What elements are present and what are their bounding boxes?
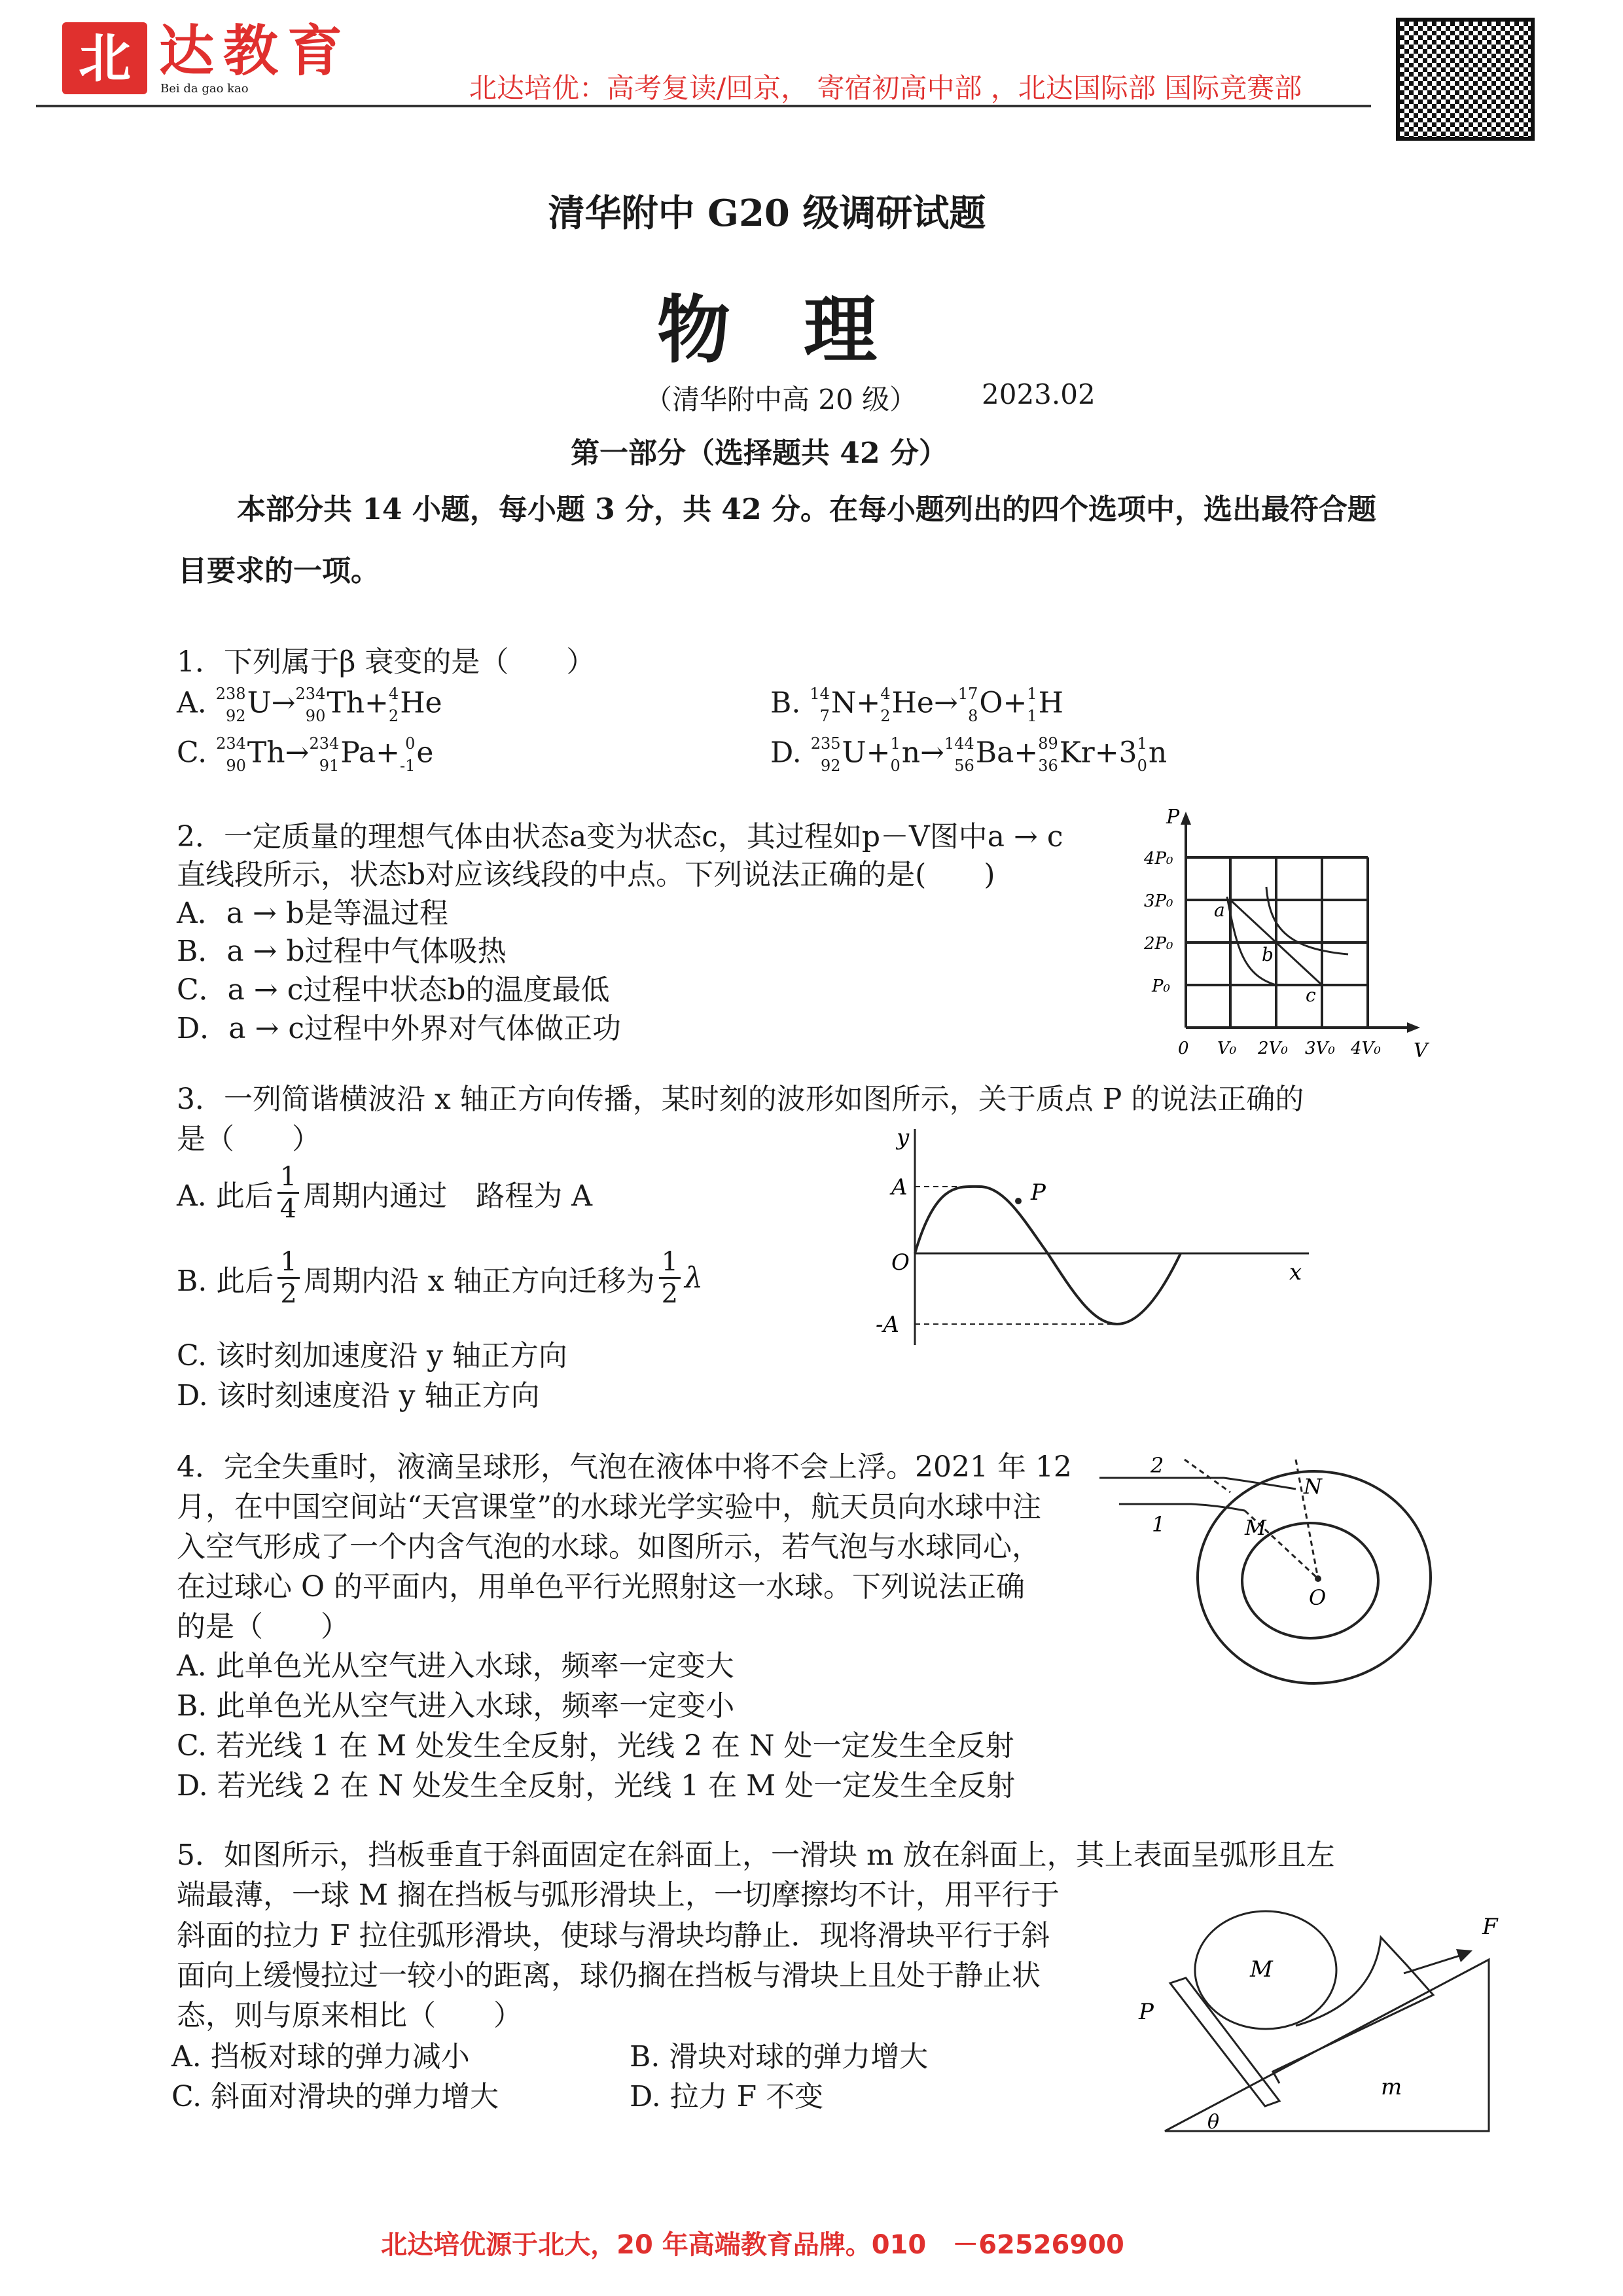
atomic-number: 92 bbox=[226, 707, 246, 725]
q4-option-b[interactable]: B. 此单色光从空气进入水球，频率一定变小 bbox=[177, 1689, 735, 1723]
atomic-number: 1 bbox=[1027, 707, 1037, 725]
q2-option-b[interactable]: B．a → b过程中气体吸热 bbox=[177, 935, 507, 968]
q4-option-d[interactable]: D. 若光线 2 在 N 处发生全反射，光线 1 在 M 处一定发生全反射 bbox=[177, 1769, 1016, 1803]
atomic-number: 2 bbox=[388, 707, 399, 725]
logo-subtitle: Bei da gao kao bbox=[160, 82, 249, 96]
mass-number: 234 bbox=[309, 734, 340, 753]
section-title: 第一部分（选择题共 42 分） bbox=[571, 437, 948, 470]
q4-stem: 入空气形成了一个内含气泡的水球。如图所示，若气泡与水球同心， bbox=[177, 1530, 1041, 1564]
point-p-label: P bbox=[1031, 1179, 1046, 1206]
atomic-number: 36 bbox=[1038, 757, 1058, 775]
mass-number: 89 bbox=[1038, 734, 1058, 753]
logo-text: 达教育 bbox=[159, 18, 352, 83]
q5-option-c[interactable]: C. 斜面对滑块的弹力增大 bbox=[171, 2080, 499, 2113]
q4-stem: 在过球心 O 的平面内，用单色平行光照射这一水球。下列说法正确 bbox=[177, 1570, 1026, 1604]
point-a-label: a bbox=[1214, 899, 1225, 921]
nuclide-numbers bbox=[216, 683, 246, 726]
center-o bbox=[1315, 1575, 1321, 1582]
option-label: D. bbox=[770, 736, 811, 770]
q1-option-c[interactable] bbox=[177, 733, 433, 776]
q1-option-b[interactable] bbox=[770, 683, 1063, 726]
atomic-number: 91 bbox=[319, 757, 340, 775]
operator: + bbox=[1003, 686, 1027, 720]
force-f bbox=[1404, 1954, 1466, 1973]
element-symbol: U bbox=[247, 686, 272, 720]
atomic-number: 0 bbox=[890, 757, 901, 775]
q5-option-b[interactable]: B. 滑块对球的弹力增大 bbox=[630, 2040, 929, 2073]
q2-stem: 2．一定质量的理想气体由状态a变为状态c，其过程如p－V图中a → c bbox=[177, 820, 1063, 853]
q4-option-c[interactable]: C. 若光线 1 在 M 处发生全反射，光线 2 在 N 处一定发生全反射 bbox=[177, 1729, 1014, 1763]
ray-2-label: 2 bbox=[1150, 1453, 1164, 1478]
element-symbol: e bbox=[416, 736, 434, 770]
operator: → bbox=[285, 736, 310, 770]
q2-option-c[interactable]: C．a → c过程中状态b的温度最低 bbox=[177, 973, 610, 1007]
operator: → bbox=[933, 686, 958, 720]
header-slogan: 北达培优：高考复读/回京， 寄宿初高中部 ，北达国际部 国际竞赛部 bbox=[469, 72, 1302, 104]
angle-label: θ bbox=[1207, 2111, 1220, 2134]
q5-stem: 态，则与原来相比（ ） bbox=[177, 1999, 522, 2032]
element-symbol: Kr bbox=[1059, 736, 1095, 770]
v-axis-label: V bbox=[1414, 1039, 1428, 1062]
atomic-number: 8 bbox=[968, 707, 978, 725]
operator: +3 bbox=[1094, 736, 1137, 770]
q4-stem: 4．完全失重时，液滴呈球形，气泡在液体中将不会上浮。2021 年 12 bbox=[177, 1450, 1072, 1484]
nuclide-numbers bbox=[400, 733, 415, 776]
n-label: N bbox=[1304, 1474, 1322, 1499]
ball-label: M bbox=[1250, 1956, 1273, 1982]
intro-line: 本部分共 14 小题，每小题 3 分，共 42 分。在每小题列出的四个选项中，选出最符合题 bbox=[237, 493, 1376, 526]
mass-number: 4 bbox=[880, 685, 891, 703]
mass-number: 4 bbox=[388, 685, 399, 703]
nuclide-numbers bbox=[216, 733, 246, 776]
water-ball-figure bbox=[1099, 1453, 1440, 1689]
element-symbol: U bbox=[842, 736, 866, 770]
element-symbol: O bbox=[979, 686, 1003, 720]
mass-number: 238 bbox=[215, 685, 246, 703]
x-tick: 2V₀ bbox=[1258, 1039, 1288, 1058]
mass-number: 235 bbox=[810, 734, 841, 753]
q3-option-a[interactable] bbox=[177, 1162, 592, 1224]
q5-stem: 面向上缓慢拉过一较小的距离，球仍搁在挡板与滑块上且处于静止状 bbox=[177, 1959, 1041, 1992]
logo-seal bbox=[62, 22, 147, 94]
mass-number: 234 bbox=[295, 685, 326, 703]
operator: → bbox=[920, 736, 944, 770]
x-tick: 0 bbox=[1178, 1039, 1189, 1058]
wave-graph bbox=[864, 1122, 1335, 1352]
x-tick: 4V₀ bbox=[1351, 1039, 1381, 1058]
point-b-label: b bbox=[1262, 944, 1274, 965]
option-label: B. bbox=[770, 686, 810, 720]
atomic-number: 7 bbox=[819, 707, 830, 725]
o-label: O bbox=[1309, 1585, 1327, 1610]
m-label: M bbox=[1245, 1515, 1266, 1540]
nuclide-numbers bbox=[296, 683, 326, 726]
fraction: $\frac{1}{2}$ bbox=[277, 1247, 299, 1309]
q1-stem: 1．下列属于β 衰变的是（ ） bbox=[177, 645, 596, 679]
option-label: A. 此后 bbox=[177, 1179, 274, 1213]
element-symbol: Th bbox=[327, 686, 365, 720]
option-text: 周期内沿 x 轴正方向迁移为 bbox=[303, 1264, 655, 1298]
lambda: λ bbox=[685, 1261, 703, 1295]
element-symbol: n bbox=[901, 736, 921, 770]
baffle-label: P bbox=[1139, 1999, 1154, 2025]
exam-subtitle: （清华附中高 20 级） bbox=[645, 384, 918, 416]
baffle-p bbox=[1170, 1978, 1279, 2106]
atomic-number: 90 bbox=[226, 757, 246, 775]
ray-1-label: 1 bbox=[1152, 1512, 1166, 1537]
point-c-label: c bbox=[1306, 984, 1316, 1006]
logo-seal-char: 北 bbox=[79, 27, 131, 89]
subject-title: 物 理 bbox=[657, 287, 877, 373]
atomic-number: 56 bbox=[954, 757, 974, 775]
header-rule bbox=[36, 105, 1371, 107]
q5-stem: 5．如图所示，挡板垂直于斜面固定在斜面上，一滑块 m 放在斜面上，其上表面呈弧形且左 bbox=[177, 1839, 1335, 1872]
neg-amp-label: -A bbox=[876, 1312, 900, 1338]
origin-label: O bbox=[891, 1249, 910, 1276]
nuclide-numbers bbox=[958, 683, 978, 726]
q3-option-d[interactable]: D. 该时刻速度沿 y 轴正方向 bbox=[177, 1379, 540, 1412]
exam-title: 清华附中 G20 级调研试题 bbox=[548, 192, 986, 235]
option-label: B. 此后 bbox=[177, 1264, 274, 1298]
q5-stem: 端最薄，一球 M 搁在挡板与弧形滑块上，一切摩擦均不计，用平行于 bbox=[177, 1878, 1060, 1912]
x-axis-label: x bbox=[1289, 1259, 1302, 1285]
operator: + bbox=[376, 736, 401, 770]
option-text: 周期内通过 路程为 A bbox=[303, 1179, 592, 1213]
element-symbol: Ba bbox=[975, 736, 1014, 770]
element-symbol: Pa bbox=[340, 736, 376, 770]
mass-number: 144 bbox=[944, 734, 974, 753]
q4-stem: 的是（ ） bbox=[177, 1610, 349, 1643]
mass-number: 1 bbox=[1027, 685, 1037, 703]
q2-option-d[interactable]: D．a → c过程中外界对气体做正功 bbox=[177, 1012, 621, 1045]
q3-stem: 是（ ） bbox=[177, 1122, 321, 1156]
q4-option-a[interactable]: A. 此单色光从空气进入水球，频率一定变大 bbox=[177, 1649, 734, 1683]
air-bubble bbox=[1242, 1523, 1378, 1638]
mass-number: 0 bbox=[405, 734, 416, 753]
q3-stem: 3．一列简谐横波沿 x 轴正方向传播，某时刻的波形如图所示，关于质点 P 的说法正确的 bbox=[177, 1083, 1304, 1116]
x-tick: V₀ bbox=[1217, 1039, 1237, 1058]
q1-option-d[interactable] bbox=[770, 733, 1167, 776]
q2-option-a[interactable]: A．a → b是等温过程 bbox=[177, 897, 449, 930]
nuclide-numbers bbox=[810, 683, 830, 726]
nuclide-numbers bbox=[811, 733, 841, 776]
operator: + bbox=[856, 686, 881, 720]
operator: + bbox=[866, 736, 891, 770]
y-tick: P₀ bbox=[1152, 977, 1170, 996]
q3-option-b[interactable] bbox=[177, 1247, 703, 1309]
amp-label: A bbox=[891, 1174, 908, 1200]
nuclide-numbers bbox=[1038, 733, 1058, 776]
q5-stem: 斜面的拉力 F 拉住弧形滑块，使球与滑块均静止．现将滑块平行于斜 bbox=[177, 1919, 1050, 1952]
point-p bbox=[1015, 1198, 1022, 1204]
fraction: $\frac{1}{4}$ bbox=[277, 1162, 299, 1224]
q5-option-a[interactable]: A. 挡板对球的弹力减小 bbox=[171, 2040, 470, 2073]
pv-graph bbox=[1132, 805, 1433, 1067]
nuclide-numbers bbox=[944, 733, 974, 776]
x-tick: 3V₀ bbox=[1305, 1039, 1335, 1058]
q4-stem: 月，在中国空间站“天宫课堂”的水球光学实验中，航天员向水球中注 bbox=[177, 1490, 1041, 1524]
y-tick: 3P₀ bbox=[1144, 891, 1173, 911]
atomic-number: 90 bbox=[305, 707, 326, 725]
atomic-number: 92 bbox=[820, 757, 841, 775]
element-symbol: He bbox=[400, 686, 442, 720]
intro-line: 目要求的一项。 bbox=[178, 554, 380, 588]
p-axis-label: P bbox=[1166, 806, 1180, 829]
operator: → bbox=[271, 686, 296, 720]
element-symbol: He bbox=[891, 686, 934, 720]
element-symbol: H bbox=[1038, 686, 1063, 720]
atomic-number: -1 bbox=[400, 757, 416, 775]
y-tick: 4P₀ bbox=[1144, 849, 1173, 869]
q3-option-c[interactable]: C. 该时刻加速度沿 y 轴正方向 bbox=[177, 1339, 567, 1372]
force-label: F bbox=[1482, 1914, 1498, 1940]
nuclide-numbers bbox=[389, 683, 399, 726]
option-label: C. bbox=[177, 736, 217, 770]
exam-date: 2023.02 bbox=[982, 378, 1096, 410]
nuclide-numbers bbox=[890, 733, 900, 776]
nuclide-numbers bbox=[1137, 733, 1147, 776]
waveform bbox=[915, 1187, 1181, 1324]
atomic-number: 0 bbox=[1137, 757, 1147, 775]
slider-label: m bbox=[1381, 2074, 1402, 2100]
mass-number: 17 bbox=[957, 685, 978, 703]
element-symbol: Th bbox=[247, 736, 285, 770]
operator: + bbox=[365, 686, 389, 720]
nuclide-numbers bbox=[309, 733, 339, 776]
mass-number: 14 bbox=[810, 685, 830, 703]
qr-code-icon bbox=[1396, 18, 1535, 141]
mass-number: 234 bbox=[216, 734, 246, 753]
mass-number: 1 bbox=[1137, 734, 1147, 753]
nuclide-numbers bbox=[1027, 683, 1037, 726]
incline-figure bbox=[1126, 1872, 1518, 2147]
y-axis-label: y bbox=[897, 1124, 910, 1151]
element-symbol: n bbox=[1148, 736, 1168, 770]
q2-stem: 直线段所示，状态b对应该线段的中点。下列说法正确的是( ) bbox=[177, 858, 995, 891]
fraction: $\frac{1}{2}$ bbox=[659, 1247, 681, 1309]
water-ball bbox=[1198, 1471, 1431, 1683]
atomic-number: 2 bbox=[880, 707, 891, 725]
footer: 北达培优源于北大，20 年高端教育品牌。010 －62526900 bbox=[381, 2230, 1124, 2260]
q5-option-d[interactable]: D. 拉力 F 不变 bbox=[630, 2080, 824, 2113]
operator: + bbox=[1014, 736, 1039, 770]
mass-number: 1 bbox=[890, 734, 901, 753]
y-tick: 2P₀ bbox=[1144, 934, 1173, 954]
element-symbol: N bbox=[830, 686, 857, 720]
option-label: A. bbox=[177, 686, 216, 720]
logo bbox=[62, 18, 396, 98]
q1-option-a[interactable] bbox=[177, 683, 442, 726]
nuclide-numbers bbox=[880, 683, 890, 726]
